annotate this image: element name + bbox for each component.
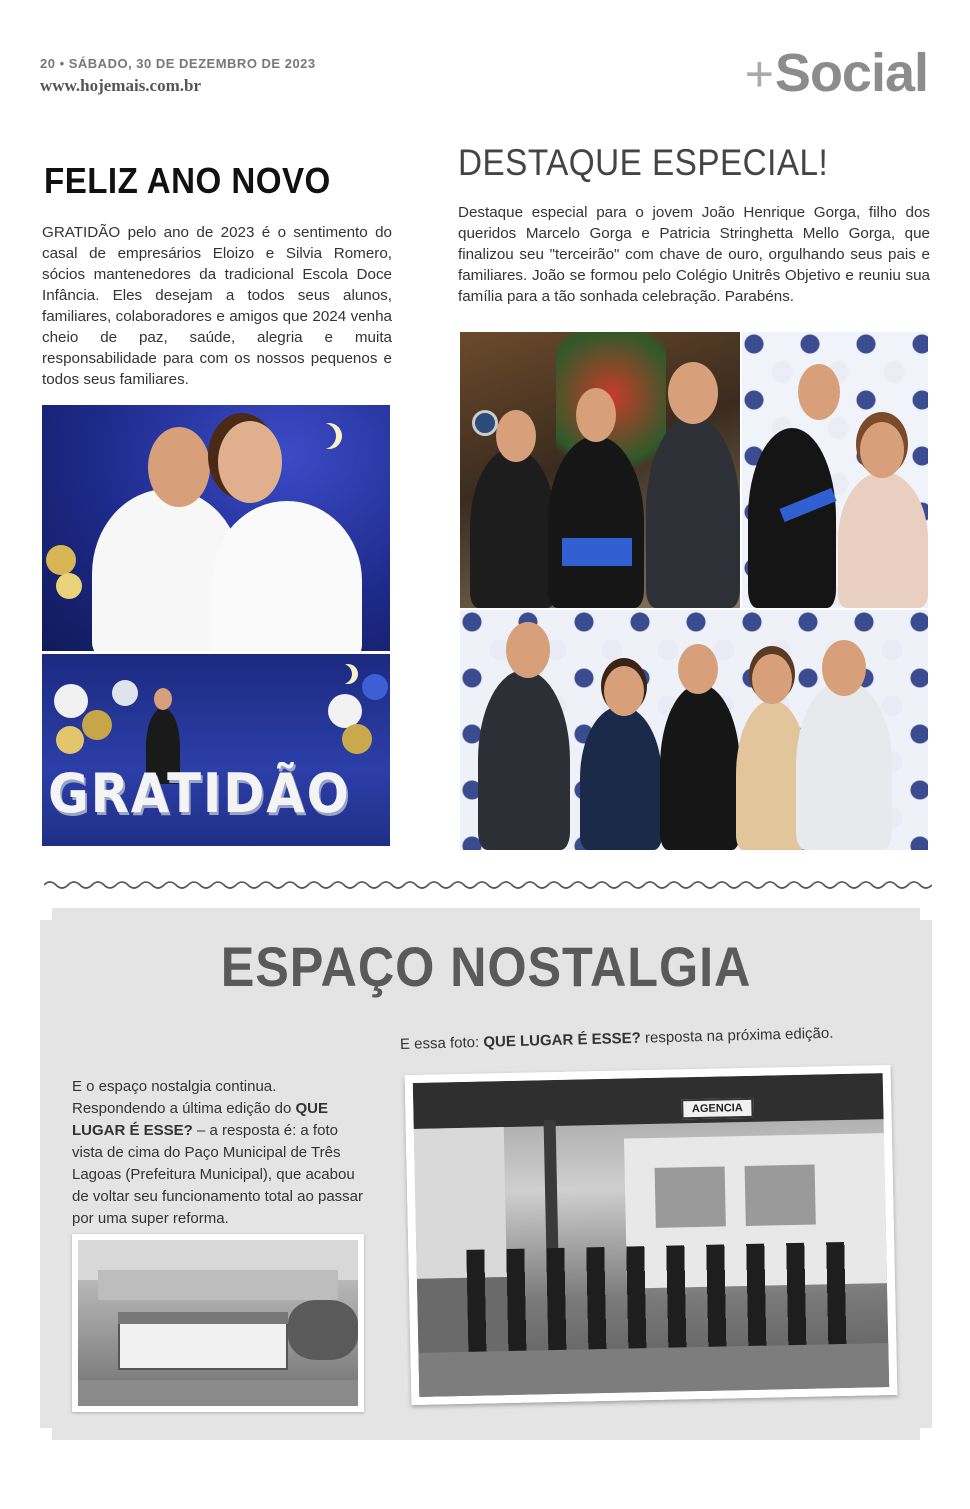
feliz-body: GRATIDÃO pelo ano de 2023 é o sentimento do casal de empresários Eloizo e Silvia Romero, sócios mantenedores da tradicional Escola Doce Infância. Eles desejam a todos seus alunos, familiares, colaboradores e amigos que 2024 venha cheio de paz, saúde, alegria e muita responsabilidade para com os nossos pequenos e todos seus familiares. (42, 224, 392, 388)
caption-intro: E essa foto: (399, 1033, 484, 1053)
woman-face (154, 688, 172, 710)
mother-figure (470, 448, 556, 608)
graduation-photo-group (460, 610, 928, 850)
section-plus: + (744, 46, 773, 102)
station-roof (413, 1073, 884, 1129)
relative-face (752, 654, 792, 704)
graduate-figure (660, 684, 740, 850)
balloon (82, 710, 112, 740)
feliz-heading: FELIZ ANO NOVO (44, 160, 331, 201)
agencia-sign: AGENCIA (681, 1098, 753, 1120)
caption-outro: resposta na próxima edição. (640, 1024, 834, 1047)
balloon (46, 545, 76, 575)
mother-face (860, 422, 904, 478)
section-name: Social (774, 43, 928, 103)
woman-figure (212, 501, 362, 651)
graduate-face (678, 644, 718, 694)
site-url[interactable]: www.hojemais.com.br (40, 76, 202, 95)
train-station-photo (405, 1065, 898, 1405)
woman-face (218, 421, 282, 503)
nostalgia-body-intro: E o espaço nostalgia continua. Respondendo a última edição do (72, 1078, 296, 1117)
relative-face (506, 622, 550, 678)
moon-decoration (332, 664, 352, 684)
graduation-photo-family (460, 332, 740, 608)
balloon (54, 684, 88, 718)
nostalgia-body-answer: – a resposta é: a foto vista de cima do Paço Municipal de Três Lagoas (Prefeitura Municipal), que acabou de voltar seu funcionamento total ao passar por uma super reforma. (72, 1122, 364, 1227)
prefeitura-aerial-photo (72, 1234, 364, 1412)
balloon (342, 724, 372, 754)
father-figure (646, 416, 740, 608)
gratidao-letters: GRATIDÃO (48, 762, 351, 825)
platform-floor (418, 1343, 889, 1403)
nostalgia-body-question: QUE LUGAR É ESSE? (72, 1100, 329, 1139)
street (78, 1380, 358, 1410)
moon-decoration (310, 423, 336, 449)
graduation-photo-mother-son (742, 332, 928, 608)
building-roof (118, 1312, 288, 1324)
nostalgia-section (40, 908, 932, 1440)
balloon (362, 674, 388, 700)
couple-photo (42, 405, 390, 651)
blue-sash (562, 538, 632, 566)
station-window (655, 1166, 726, 1227)
corner-notch (40, 1428, 52, 1440)
corner-notch (920, 1428, 932, 1440)
section-title (745, 42, 928, 104)
graduate-figure (548, 436, 644, 608)
father-face (668, 362, 718, 424)
relative-face (604, 666, 644, 716)
station-window (745, 1165, 816, 1226)
balloon (56, 573, 82, 599)
relative-figure (478, 670, 570, 850)
destaque-heading: DESTAQUE ESPECIAL! (458, 142, 829, 183)
mother-figure (838, 472, 928, 608)
man-face (148, 427, 210, 507)
trees (288, 1300, 358, 1360)
relative-figure (796, 680, 892, 850)
caption-question: QUE LUGAR É ESSE? (483, 1029, 642, 1051)
page-date-line: 20 • SÁBADO, 30 DE DEZEMBRO DE 2023 (40, 56, 316, 71)
nostalgia-body (72, 1076, 368, 1230)
nostalgia-heading: ESPAÇO NOSTALGIA (220, 935, 752, 998)
balloon (56, 726, 84, 754)
relative-figure (580, 706, 662, 850)
corner-notch (920, 908, 932, 920)
new-photo-caption (400, 1025, 834, 1053)
mother-face (496, 410, 536, 462)
wall-clock (472, 410, 498, 436)
gratidao-photo (42, 654, 390, 846)
graduate-face (576, 388, 616, 442)
wavy-divider (44, 878, 932, 892)
distant-buildings (98, 1270, 338, 1300)
relative-face (822, 640, 866, 696)
group-of-people (466, 1242, 858, 1360)
balloon (328, 694, 362, 728)
graduate-face (798, 364, 840, 420)
balloon (112, 680, 138, 706)
corner-notch (40, 908, 52, 920)
destaque-body: Destaque especial para o jovem João Henrique Gorga, filho dos queridos Marcelo Gorga e Patricia Stringhetta Mello Gorga, que finalizou seu "terceirão" com chave de ouro, orgulhando seus pais e familiares. João se formou pelo Colégio Unitrês Objetivo e reuniu sua família para a tão sonhada celebração. Parabéns. (458, 204, 930, 305)
